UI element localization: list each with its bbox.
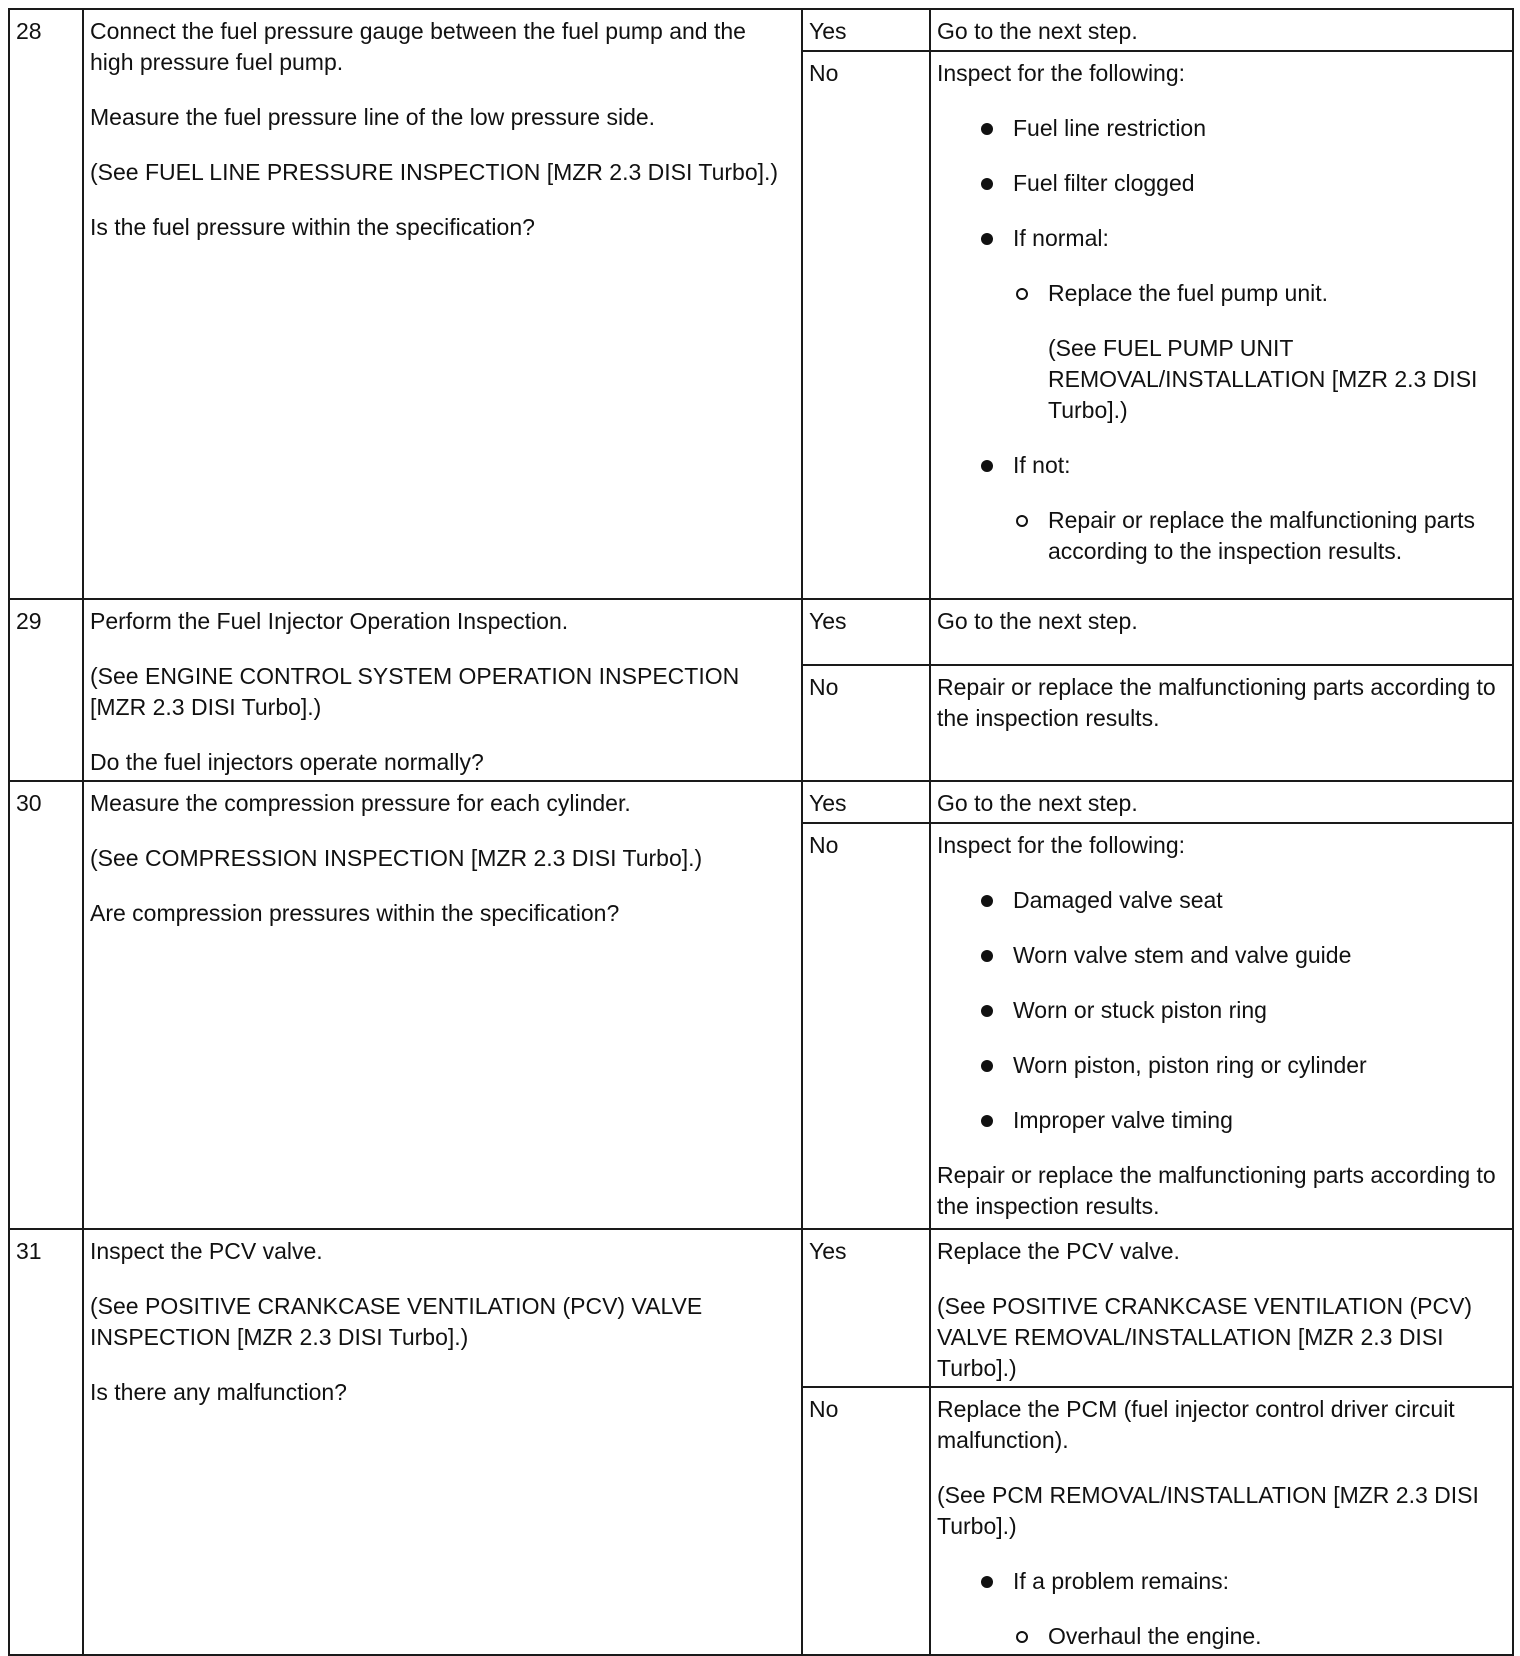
inspection-list (937, 1566, 1506, 1597)
action-yes: Go to the next step. (930, 599, 1513, 665)
list-item: Fuel filter clogged (977, 168, 1506, 199)
list-item: Worn valve stem and valve guide (977, 940, 1506, 971)
action-yes (930, 1229, 1513, 1387)
instruction-question: Are compression pressures within the specification? (90, 900, 620, 926)
list-item: Improper valve timing (977, 1105, 1506, 1136)
step-instruction (83, 781, 802, 1229)
diagnostic-steps-table (8, 8, 1514, 1656)
answer-yes: Yes (802, 599, 930, 665)
sub-list (937, 1621, 1506, 1652)
answer-yes: Yes (802, 1229, 930, 1387)
sub-list (937, 278, 1506, 426)
instruction-text: Perform the Fuel Injector Operation Inspection. (90, 608, 569, 634)
list-item: Worn or stuck piston ring (977, 995, 1506, 1026)
action-text: Replace the PCM (fuel injector control driver circuit malfunction). (937, 1396, 1455, 1453)
inspection-list (937, 113, 1506, 254)
action-text: Replace the PCV valve. (937, 1238, 1180, 1264)
action-no (930, 51, 1513, 599)
bullet-dot-icon (981, 1576, 993, 1588)
step-instruction (83, 9, 802, 599)
inspection-list (937, 450, 1506, 481)
bullet-circle-icon (1016, 515, 1028, 527)
instruction-text: Connect the fuel pressure gauge between the fuel pump and the high pressure fuel pump. (90, 18, 746, 75)
bullet-dot-icon (981, 895, 993, 907)
bullet-dot-icon (981, 1115, 993, 1127)
step-number: 28 (9, 9, 83, 599)
instruction-reference: (See COMPRESSION INSPECTION [MZR 2.3 DISI Turbo].) (90, 845, 703, 871)
list-item: Repair or replace the malfunctioning parts according to the inspection results. (1012, 505, 1506, 567)
action-outro: Repair or replace the malfunctioning parts according to the inspection results. (937, 1162, 1496, 1219)
step-number: 31 (9, 1229, 83, 1655)
list-item: If not: (977, 450, 1506, 481)
bullet-dot-icon (981, 233, 993, 245)
step-30-yes-row (9, 781, 1513, 823)
step-instruction (83, 599, 802, 781)
list-item: Replace the fuel pump unit. (See FUEL PUMP UNIT REMOVAL/INSTALLATION [MZR 2.3 DISI Turbo].) (1012, 278, 1506, 426)
action-intro: Inspect for the following: (937, 60, 1186, 86)
instruction-reference: (See POSITIVE CRANKCASE VENTILATION (PCV) VALVE INSPECTION [MZR 2.3 DISI Turbo].) (90, 1293, 703, 1350)
action-no (930, 823, 1513, 1229)
instruction-text: Measure the fuel pressure line of the low pressure side. (90, 104, 656, 130)
instruction-question: Is the fuel pressure within the specification? (90, 214, 535, 240)
bullet-dot-icon (981, 460, 993, 472)
instruction-question: Do the fuel injectors operate normally? (90, 749, 484, 775)
instruction-reference: (See FUEL LINE PRESSURE INSPECTION [MZR 2.3 DISI Turbo].) (90, 159, 779, 185)
answer-yes: Yes (802, 9, 930, 51)
step-29-yes-row (9, 599, 1513, 665)
list-item: Worn piston, piston ring or cylinder (977, 1050, 1506, 1081)
step-number: 30 (9, 781, 83, 1229)
bullet-dot-icon (981, 178, 993, 190)
step-number: 29 (9, 599, 83, 781)
inspection-list (937, 885, 1506, 1136)
step-28-yes-row (9, 9, 1513, 51)
list-item: If a problem remains: (977, 1566, 1506, 1597)
bullet-dot-icon (981, 950, 993, 962)
instruction-question: Is there any malfunction? (90, 1379, 347, 1405)
sub-list (937, 505, 1506, 567)
list-item: Fuel line restriction (977, 113, 1506, 144)
action-yes: Go to the next step. (930, 781, 1513, 823)
action-no: Repair or replace the malfunctioning parts according to the inspection results. (930, 665, 1513, 781)
answer-yes: Yes (802, 781, 930, 823)
action-no (930, 1387, 1513, 1655)
bullet-circle-icon (1016, 288, 1028, 300)
action-intro: Inspect for the following: (937, 832, 1186, 858)
answer-no: No (802, 1387, 930, 1655)
reference-text: (See POSITIVE CRANKCASE VENTILATION (PCV) VALVE REMOVAL/INSTALLATION [MZR 2.3 DISI Turbo].) (937, 1293, 1473, 1381)
instruction-text: Measure the compression pressure for each cylinder. (90, 790, 631, 816)
bullet-dot-icon (981, 123, 993, 135)
answer-no: No (802, 665, 930, 781)
list-item: Overhaul the engine. (1012, 1621, 1506, 1652)
list-item: If normal: (977, 223, 1506, 254)
bullet-dot-icon (981, 1060, 993, 1072)
answer-no: No (802, 823, 930, 1229)
reference-text: (See FUEL PUMP UNIT REMOVAL/INSTALLATION [MZR 2.3 DISI Turbo].) (1048, 335, 1478, 423)
action-yes: Go to the next step. (930, 9, 1513, 51)
bullet-dot-icon (981, 1005, 993, 1017)
answer-no: No (802, 51, 930, 599)
reference-text: (See PCM REMOVAL/INSTALLATION [MZR 2.3 DISI Turbo].) (937, 1482, 1479, 1539)
list-item: Damaged valve seat (977, 885, 1506, 916)
troubleshooting-page (8, 8, 1514, 1656)
step-31-yes-row (9, 1229, 1513, 1387)
instruction-text: Inspect the PCV valve. (90, 1238, 323, 1264)
step-instruction (83, 1229, 802, 1655)
bullet-circle-icon (1016, 1631, 1028, 1643)
instruction-reference: (See ENGINE CONTROL SYSTEM OPERATION INSPECTION [MZR 2.3 DISI Turbo].) (90, 663, 740, 720)
